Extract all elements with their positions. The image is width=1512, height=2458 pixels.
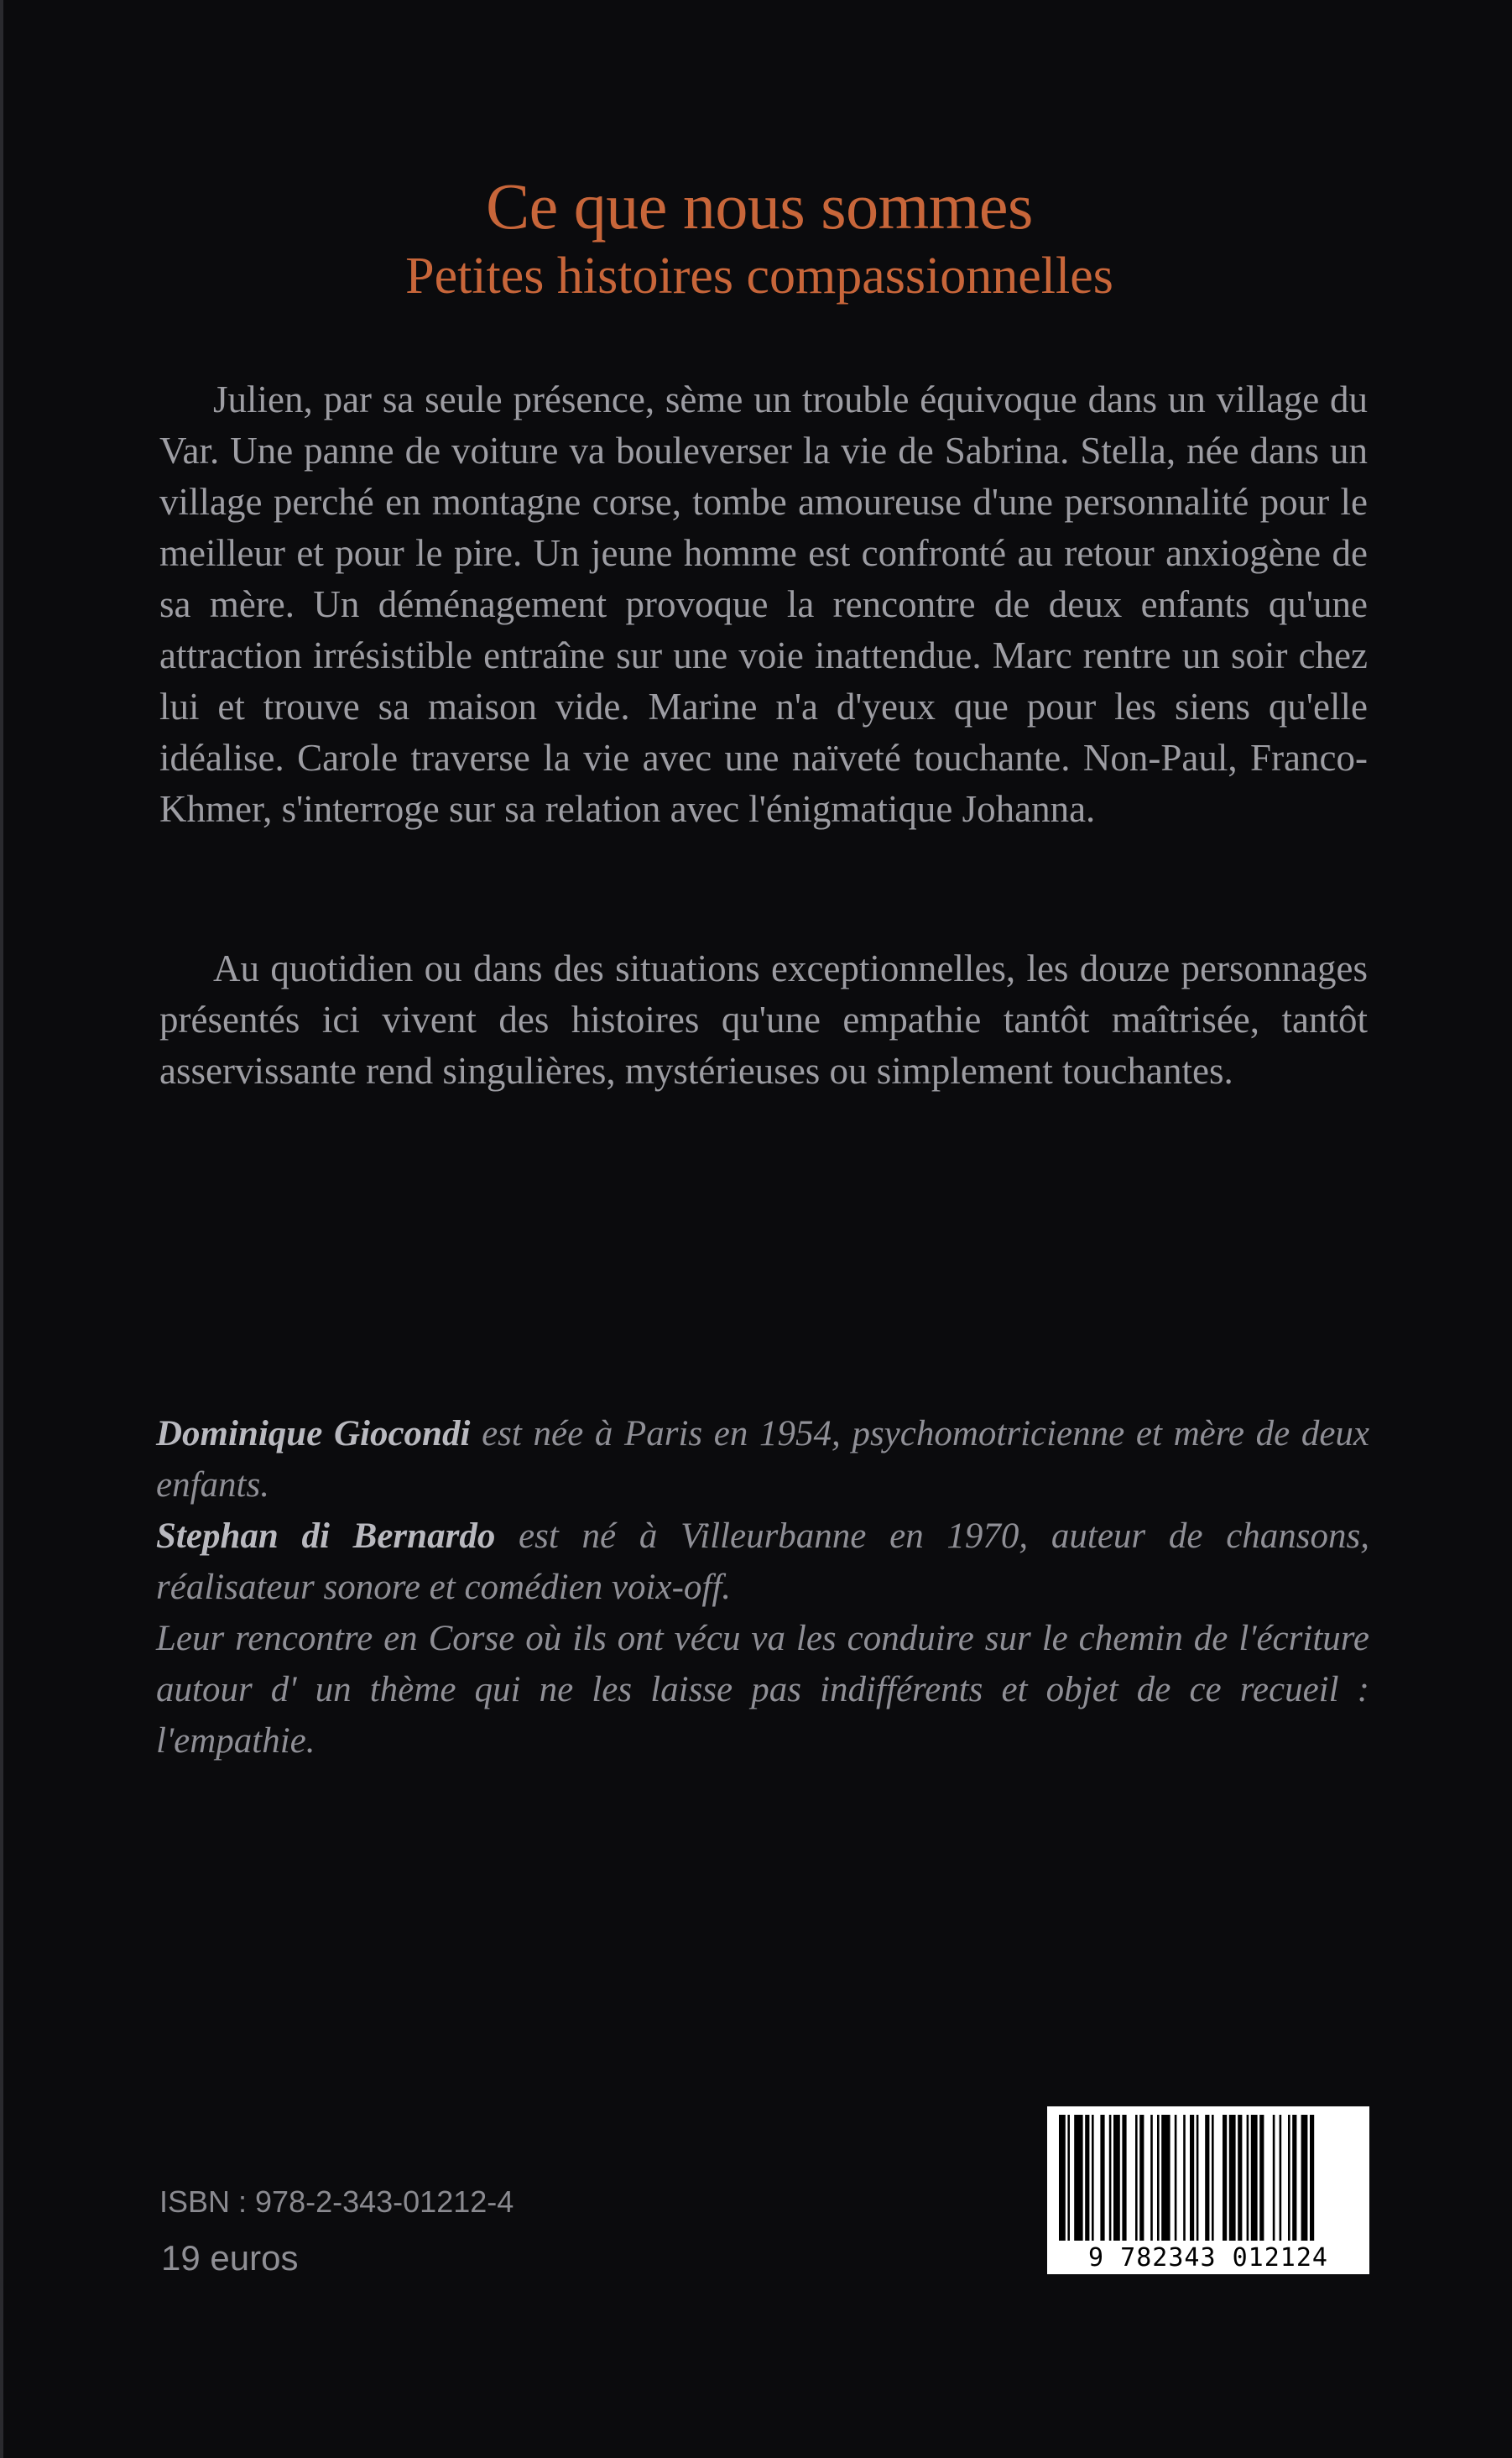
barcode-bar — [1150, 2115, 1153, 2241]
book-title: Ce que nous sommes — [486, 170, 1033, 243]
barcode-bar — [1183, 2115, 1186, 2241]
barcode-bar — [1109, 2115, 1112, 2241]
barcode-bar — [1223, 2115, 1227, 2241]
barcode-bar — [1301, 2115, 1308, 2241]
barcode-bar — [1161, 2115, 1170, 2241]
summary-paragraph: Julien, par sa seule présence, sème un trouble équivoque dans un village du Var. Une panne de voiture va bouleverser la vie de Sabrina. Stella, née dans un village perché en montagne corse, tombe amoureuse d'une personnalité pour le meilleur et pour le pire. Un jeune homme est confronté au retour anxiogène de sa mère. Un déménagement provoque la rencontre de deux enfants qu'une attraction irrésistible entraîne sur une voie inattendue. Marc rentre un soir chez lui et trouve sa maison vide. Marine n'a d'yeux que pour les siens qu'elle idéalise. Carole traverse la vie avec une naïveté touchante. Non-Paul, Franco-Khmer, s'interroge sur sa relation avec l'énigmatique Johanna. — [159, 378, 1368, 830]
author-bio-text: est né à Villeurbanne en 1970, auteur de chansons, réalisateur sonore et comédien voix-off. — [156, 1516, 1369, 1607]
barcode-bar — [1310, 2115, 1314, 2241]
barcode-bar — [1251, 2115, 1258, 2241]
barcode-bar — [1280, 2115, 1282, 2241]
barcode-bar — [1100, 2115, 1104, 2241]
book-subtitle: Petites histoires compassionnelles — [405, 248, 1113, 305]
barcode-bar — [1292, 2115, 1296, 2241]
barcode-bar — [1190, 2115, 1194, 2241]
author-bio-text: est née à Paris en 1954, psychomotricienne et mère de deux enfants. — [156, 1414, 1369, 1505]
barcode-bar — [1122, 2115, 1126, 2241]
barcode-bar — [1157, 2115, 1160, 2241]
barcode-bar — [1139, 2115, 1144, 2241]
title-block — [3, 166, 1512, 311]
author-bio — [156, 1408, 1369, 1511]
barcode-bar — [1135, 2115, 1138, 2241]
barcode-bar — [1229, 2115, 1236, 2241]
barcode-bar — [1197, 2115, 1199, 2241]
author-name: Stephan di Bernardo — [156, 1516, 496, 1556]
price: 19 euros — [161, 2238, 299, 2278]
summary-paragraph: Au quotidien ou dans des situations exceptionnelles, les douze personnages présentés ici vivent des histoires qu'une empathie tantôt maîtrisée, tantôt asservissante rend singulières, mystérieuses ou simplement touchantes. — [159, 947, 1368, 1092]
author-bio — [156, 1511, 1369, 1613]
authors-note: Leur rencontre en Corse où ils ont vécu va les conduire sur le chemin de l'écriture autour d' un thème qui ne les laisse pas indifférents et objet de ce recueil : l'empathie. — [156, 1619, 1369, 1761]
barcode-bar — [1085, 2115, 1089, 2241]
barcode-bar — [1092, 2115, 1094, 2241]
barcode-bar — [1259, 2115, 1264, 2241]
barcode-bar — [1205, 2115, 1209, 2241]
barcode-bar — [1273, 2115, 1275, 2241]
barcode-bar — [1067, 2115, 1070, 2241]
barcode-bar — [1074, 2115, 1082, 2241]
author-name: Dominique Giocondi — [156, 1414, 471, 1453]
barcode-bar — [1238, 2115, 1242, 2241]
barcode-digits: 9 782343 012124 — [1088, 2243, 1328, 2273]
barcode-bar — [1247, 2115, 1249, 2241]
isbn: ISBN : 978-2-343-01212-4 — [159, 2184, 514, 2219]
authors-section — [156, 1408, 1369, 1767]
barcode — [1047, 2106, 1369, 2274]
barcode-bar — [1175, 2115, 1177, 2241]
barcode-bar — [1288, 2115, 1290, 2241]
barcode-bar — [1212, 2115, 1214, 2241]
barcode-bar — [1113, 2115, 1120, 2241]
barcode-bar — [1059, 2115, 1066, 2241]
